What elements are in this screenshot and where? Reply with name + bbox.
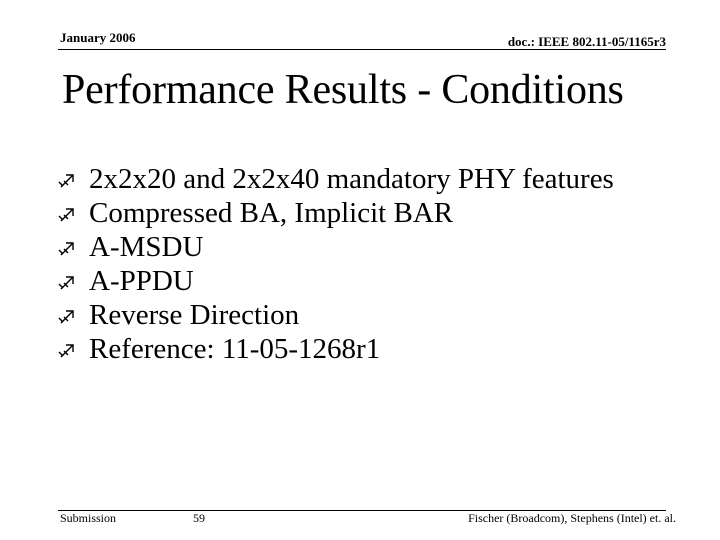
bullet-item [58,264,658,298]
bullet-item [58,196,658,230]
bullet-text: 2x2x20 and 2x2x40 mandatory PHY features [89,163,614,195]
bullet-item [58,162,658,196]
bullet-text: A-MSDU [89,231,204,263]
slide-title: Performance Results - Conditions [62,67,624,113]
header-divider [58,49,666,50]
header-doc-id: doc.: IEEE 802.11-05/1165r3 [507,34,666,49]
bullet-item [58,230,658,264]
bullet-text: Compressed BA, Implicit BAR [89,197,454,229]
bullet-arrow-icon [58,340,78,360]
footer-authors: Fischer (Broadcom), Stephens (Intel) et. al. [468,511,676,525]
bullet-arrow-icon [58,170,78,190]
footer-submission: Submission [60,511,117,525]
bullet-arrow-icon [58,238,78,258]
bullet-arrow-icon [58,204,78,224]
bullet-item [58,298,658,332]
bullet-arrow-icon [58,306,78,326]
bullet-text: Reverse Direction [89,299,300,331]
footer-page-number: 59 [193,511,205,525]
bullet-item [58,332,658,366]
header-date: January 2006 [60,30,136,45]
bullet-list [58,162,658,366]
bullet-arrow-icon [58,272,78,292]
bullet-text: Reference: 11-05-1268r1 [89,333,381,365]
bullet-text: A-PPDU [89,265,194,297]
